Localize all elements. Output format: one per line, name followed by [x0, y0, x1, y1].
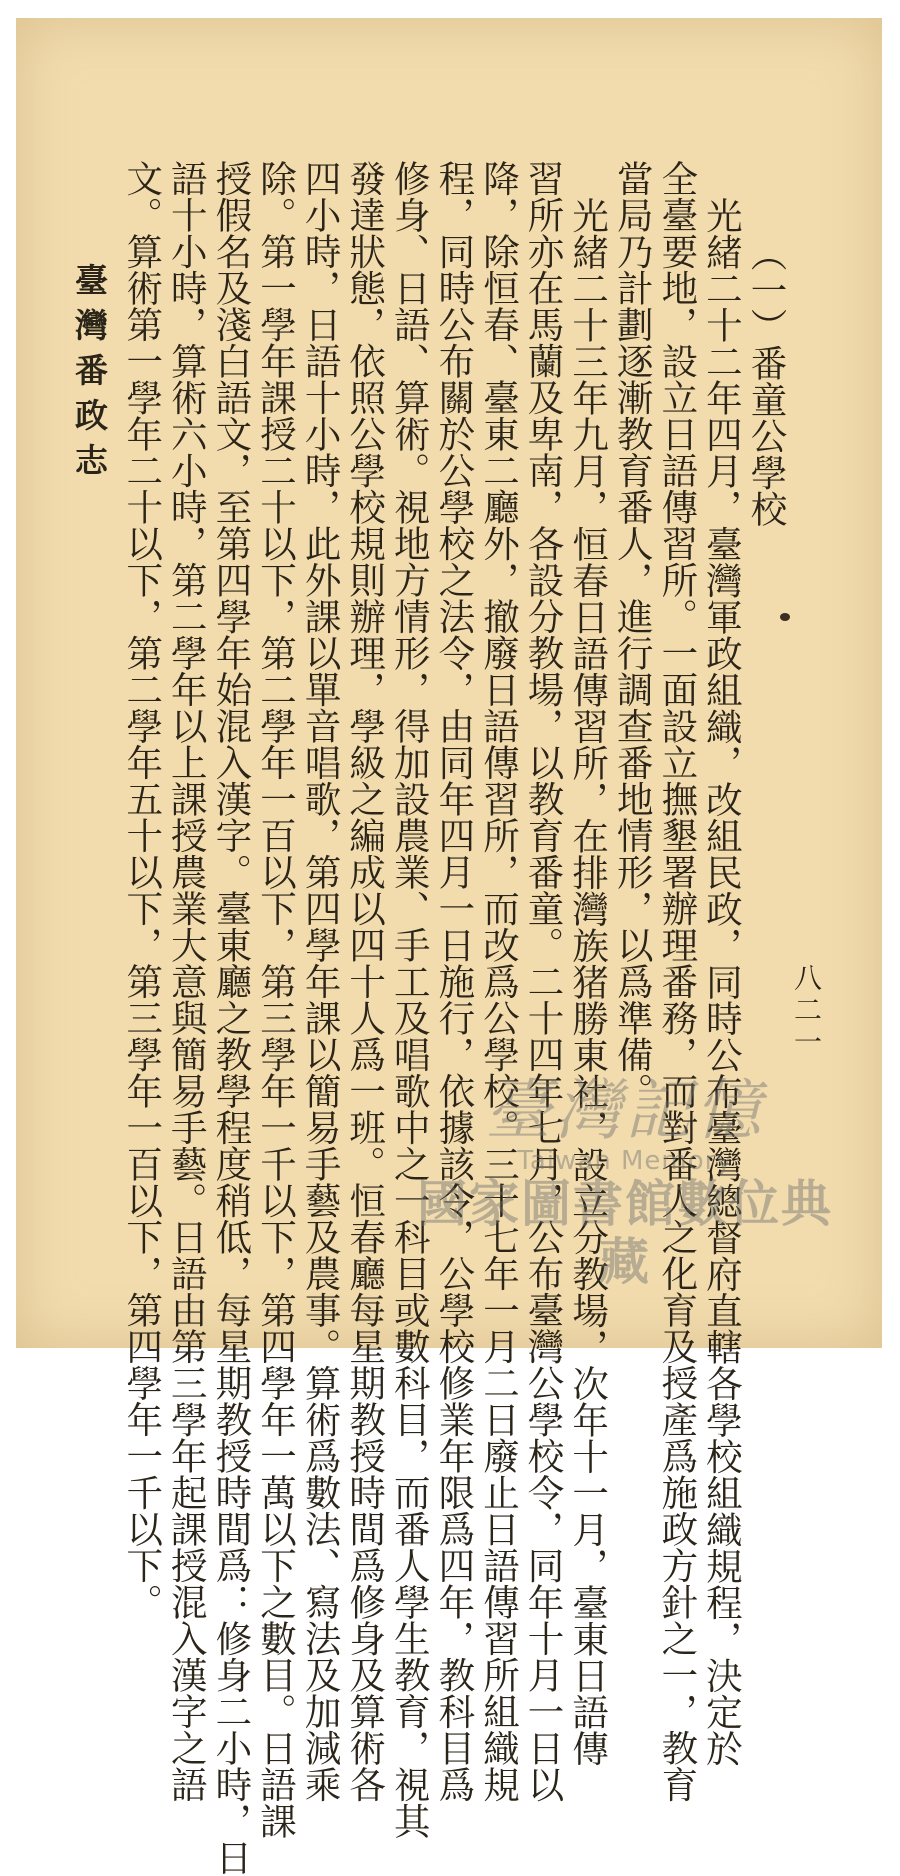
- text-column: 四小時，日語十小時，此外課以單音唱歌，第四學年課以簡易手藝及農事。算術爲數法、寫法及加減乘: [299, 160, 343, 1803]
- watermark-chinese: 國家圖書館數位典藏: [417, 1175, 833, 1291]
- text-column: 除。第一學年課授二十以下，第二學年一百以下，第三學年一千以下，第四學年一萬以下之數目。日語課: [254, 160, 298, 1839]
- ink-spot: [780, 613, 790, 621]
- text-column: 全臺要地，設立日語傳習所。一面設立撫墾署辦理番務，而對番人之化育及授產爲施政方針之一，教育: [655, 160, 699, 1803]
- text-column: 授假名及淺白語文，至第四學年始混入漢字。臺東廳之教學程度稍低，每星期教授時間爲：修身二小時，日: [209, 160, 253, 1876]
- text-column: 習所亦在馬蘭及卑南，各設分教場，以教育番童。二十四年七月，公布臺灣公學校令，同年十月一日以: [522, 160, 566, 1803]
- text-column: 程，同時公布關於公學校之法令，由同年四月一日施行，依據該令，公學校修業年限爲四年，教科目爲: [432, 160, 476, 1803]
- watermark: [395, 1072, 855, 1291]
- text-column: 發達狀態，依照公學校規則辦理，學級之編成以四十人爲一班。恒春廳每星期教授時間爲修身及算術各: [343, 160, 387, 1803]
- watermark-english: Taiwan Memory: [517, 1146, 733, 1176]
- text-column: 文。算術第一學年二十以下，第二學年五十以下，第三學年一百以下，第四學年一千以下。: [120, 160, 164, 1620]
- text-column: 光緒二十二年四月，臺灣軍政組織，改組民政，同時公布臺灣總督府直轄各學校組織規程，決定於: [700, 197, 744, 1767]
- section-heading: （一）番童公學校: [745, 235, 788, 527]
- text-column: 降，除恒春、臺東二廳外，撤廢日語傳習所，而改爲公學校。三十七年一月二日廢止日語傳習所組織規: [477, 160, 521, 1803]
- page-number: 八二一: [790, 963, 823, 1059]
- text-column: 光緒二十三年九月，恒春日語傳習所，在排灣族猪勝東社，設立分教場，次年十一月，臺東日語傳: [566, 197, 610, 1767]
- book-title: 臺灣番政志: [70, 263, 109, 488]
- text-column: 當局乃計劃逐漸教育番人，進行調查番地情形，以爲準備。: [611, 160, 655, 1109]
- text-column: 語十小時，算術六小時，第二學年以上課授農業大意與簡易手藝。日語由第三學年起課授混入漢字之語: [165, 160, 209, 1803]
- watermark-logo-text: 臺灣記憶: [485, 1072, 765, 1149]
- text-column: 修身、日語、算術。視地方情形，得加設農業、手工及唱歌中之一科目或數科目，而番人學生教育，視其: [388, 160, 432, 1839]
